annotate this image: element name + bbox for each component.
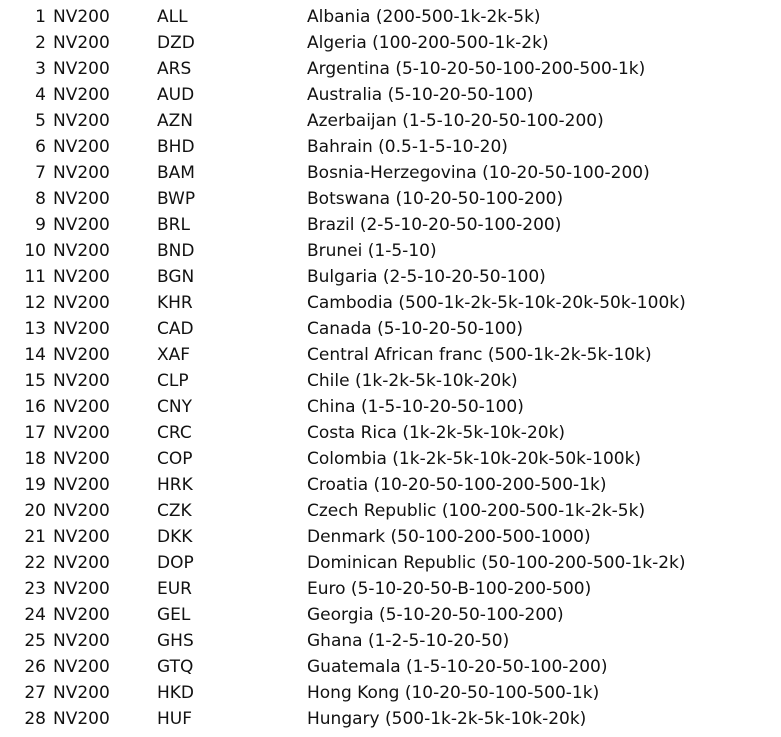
- list-item: [0, 394, 781, 420]
- country-denominations: Cambodia (500-1k-2k-5k-10k-20k-50k-100k): [307, 293, 686, 313]
- country-denominations: Bahrain (0.5-1-5-10-20): [307, 137, 508, 157]
- row-number: 6: [35, 137, 46, 157]
- row-number: 23: [24, 579, 46, 599]
- list-item: [0, 498, 781, 524]
- list-item: [0, 680, 781, 706]
- list-item: [0, 82, 781, 108]
- device-model: NV200: [53, 709, 110, 729]
- list-item: [0, 316, 781, 342]
- device-model: NV200: [53, 59, 110, 79]
- list-item: [0, 602, 781, 628]
- device-model: NV200: [53, 85, 110, 105]
- list-item: [0, 160, 781, 186]
- device-model: NV200: [53, 501, 110, 521]
- list-item: [0, 524, 781, 550]
- list-item: [0, 368, 781, 394]
- country-denominations: Denmark (50-100-200-500-1000): [307, 527, 591, 547]
- list-item: [0, 446, 781, 472]
- row-number: 4: [35, 85, 46, 105]
- country-denominations: Hungary (500-1k-2k-5k-10k-20k): [307, 709, 587, 729]
- list-item: [0, 30, 781, 56]
- country-denominations: Czech Republic (100-200-500-1k-2k-5k): [307, 501, 646, 521]
- country-denominations: Brazil (2-5-10-20-50-100-200): [307, 215, 562, 235]
- row-number: 2: [35, 33, 46, 53]
- country-denominations: Botswana (10-20-50-100-200): [307, 189, 564, 209]
- list-item: [0, 4, 781, 30]
- currency-code: CNY: [157, 397, 192, 417]
- device-model: NV200: [53, 683, 110, 703]
- device-model: NV200: [53, 475, 110, 495]
- device-model: NV200: [53, 7, 110, 27]
- row-number: 22: [24, 553, 46, 573]
- device-model: NV200: [53, 397, 110, 417]
- currency-code: HUF: [157, 709, 193, 729]
- currency-code: ARS: [157, 59, 192, 79]
- device-model: NV200: [53, 579, 110, 599]
- currency-code: DOP: [157, 553, 194, 573]
- country-denominations: Bulgaria (2-5-10-20-50-100): [307, 267, 546, 287]
- list-item: [0, 420, 781, 446]
- list-item: [0, 342, 781, 368]
- country-denominations: Central African franc (500-1k-2k-5k-10k): [307, 345, 652, 365]
- list-item: [0, 212, 781, 238]
- country-denominations: Algeria (100-200-500-1k-2k): [307, 33, 549, 53]
- row-number: 15: [24, 371, 46, 391]
- list-item: [0, 56, 781, 82]
- currency-code: CLP: [157, 371, 189, 391]
- row-number: 11: [24, 267, 46, 287]
- row-number: 17: [24, 423, 46, 443]
- country-denominations: Colombia (1k-2k-5k-10k-20k-50k-100k): [307, 449, 642, 469]
- country-denominations: Bosnia-Herzegovina (10-20-50-100-200): [307, 163, 650, 183]
- list-item: [0, 706, 781, 732]
- currency-code: AZN: [157, 111, 193, 131]
- device-model: NV200: [53, 371, 110, 391]
- device-model: NV200: [53, 33, 110, 53]
- device-model: NV200: [53, 631, 110, 651]
- list-item: [0, 628, 781, 654]
- currency-code: BGN: [157, 267, 195, 287]
- country-denominations: Canada (5-10-20-50-100): [307, 319, 524, 339]
- row-number: 18: [24, 449, 46, 469]
- device-model: NV200: [53, 267, 110, 287]
- row-number: 8: [35, 189, 46, 209]
- list-item: [0, 550, 781, 576]
- device-model: NV200: [53, 189, 110, 209]
- row-number: 14: [24, 345, 46, 365]
- row-number: 21: [24, 527, 46, 547]
- row-number: 12: [24, 293, 46, 313]
- row-number: 1: [35, 7, 46, 27]
- currency-code: DZD: [157, 33, 195, 53]
- list-item: [0, 654, 781, 680]
- currency-code: BWP: [157, 189, 196, 209]
- country-denominations: Dominican Republic (50-100-200-500-1k-2k): [307, 553, 686, 573]
- row-number: 10: [24, 241, 46, 261]
- device-model: NV200: [53, 553, 110, 573]
- row-number: 3: [35, 59, 46, 79]
- row-number: 19: [24, 475, 46, 495]
- row-number: 28: [24, 709, 46, 729]
- country-denominations: Georgia (5-10-20-50-100-200): [307, 605, 564, 625]
- device-model: NV200: [53, 527, 110, 547]
- currency-code: XAF: [157, 345, 191, 365]
- device-model: NV200: [53, 137, 110, 157]
- device-model: NV200: [53, 319, 110, 339]
- country-denominations: Azerbaijan (1-5-10-20-50-100-200): [307, 111, 604, 131]
- row-number: 5: [35, 111, 46, 131]
- list-item: [0, 264, 781, 290]
- currency-list: [0, 4, 781, 732]
- country-denominations: Euro (5-10-20-50-B-100-200-500): [307, 579, 592, 599]
- country-denominations: Argentina (5-10-20-50-100-200-500-1k): [307, 59, 646, 79]
- list-item: [0, 108, 781, 134]
- country-denominations: Ghana (1-2-5-10-20-50): [307, 631, 510, 651]
- currency-code: GHS: [157, 631, 194, 651]
- device-model: NV200: [53, 293, 110, 313]
- country-denominations: China (1-5-10-20-50-100): [307, 397, 524, 417]
- currency-code: GTQ: [157, 657, 194, 677]
- currency-code: COP: [157, 449, 193, 469]
- currency-code: BAM: [157, 163, 195, 183]
- currency-code: CZK: [157, 501, 192, 521]
- country-denominations: Brunei (1-5-10): [307, 241, 437, 261]
- currency-code: BND: [157, 241, 195, 261]
- list-item: [0, 238, 781, 264]
- list-item: [0, 186, 781, 212]
- currency-code: EUR: [157, 579, 192, 599]
- country-denominations: Guatemala (1-5-10-20-50-100-200): [307, 657, 608, 677]
- device-model: NV200: [53, 657, 110, 677]
- currency-code: BHD: [157, 137, 195, 157]
- row-number: 27: [24, 683, 46, 703]
- device-model: NV200: [53, 163, 110, 183]
- currency-code: HRK: [157, 475, 193, 495]
- currency-code: BRL: [157, 215, 190, 235]
- currency-code: HKD: [157, 683, 195, 703]
- country-denominations: Hong Kong (10-20-50-100-500-1k): [307, 683, 600, 703]
- row-number: 26: [24, 657, 46, 677]
- currency-code: ALL: [157, 7, 188, 27]
- country-denominations: Croatia (10-20-50-100-200-500-1k): [307, 475, 607, 495]
- country-denominations: Costa Rica (1k-2k-5k-10k-20k): [307, 423, 566, 443]
- list-item: [0, 472, 781, 498]
- device-model: NV200: [53, 111, 110, 131]
- row-number: 25: [24, 631, 46, 651]
- row-number: 24: [24, 605, 46, 625]
- list-item: [0, 134, 781, 160]
- device-model: NV200: [53, 423, 110, 443]
- device-model: NV200: [53, 449, 110, 469]
- country-denominations: Chile (1k-2k-5k-10k-20k): [307, 371, 518, 391]
- row-number: 9: [35, 215, 46, 235]
- device-model: NV200: [53, 241, 110, 261]
- country-denominations: Australia (5-10-20-50-100): [307, 85, 534, 105]
- currency-code: GEL: [157, 605, 191, 625]
- currency-code: AUD: [157, 85, 195, 105]
- device-model: NV200: [53, 605, 110, 625]
- row-number: 20: [24, 501, 46, 521]
- currency-code: KHR: [157, 293, 193, 313]
- list-item: [0, 576, 781, 602]
- currency-code: DKK: [157, 527, 193, 547]
- device-model: NV200: [53, 215, 110, 235]
- currency-code: CAD: [157, 319, 194, 339]
- row-number: 16: [24, 397, 46, 417]
- device-model: NV200: [53, 345, 110, 365]
- currency-code: CRC: [157, 423, 192, 443]
- row-number: 13: [24, 319, 46, 339]
- row-number: 7: [35, 163, 46, 183]
- country-denominations: Albania (200-500-1k-2k-5k): [307, 7, 541, 27]
- list-item: [0, 290, 781, 316]
